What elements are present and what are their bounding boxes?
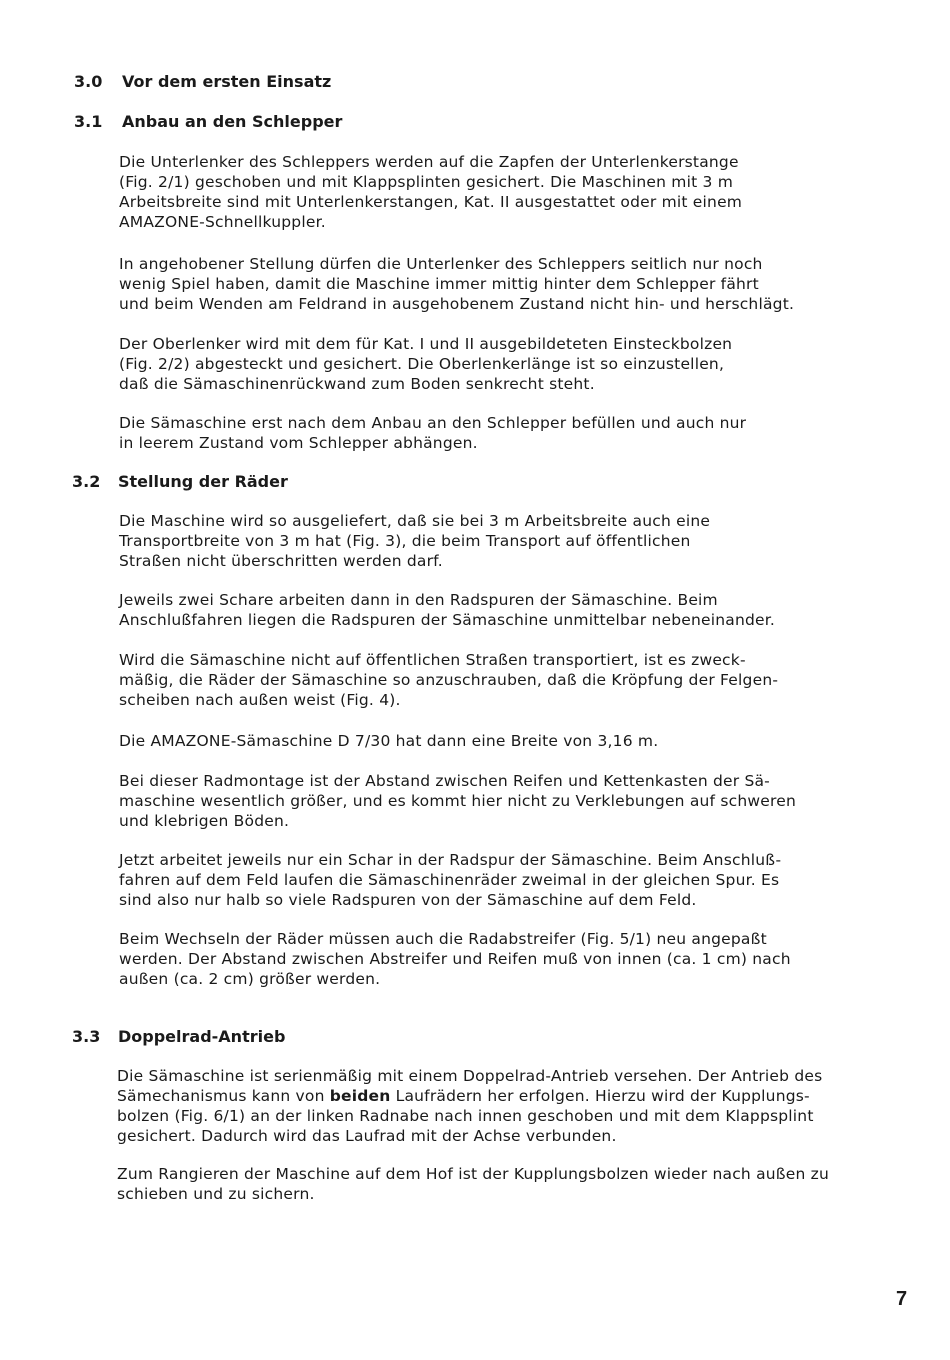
section-heading-3-1 [74, 112, 342, 131]
text-line: und klebrigen Böden. [119, 812, 290, 830]
text-line: mäßig, die Räder der Sämaschine so anzuschrauben, daß die Kröpfung der Felgen- [119, 671, 779, 689]
text-line [117, 1086, 947, 1106]
section-title: Doppelrad-Antrieb [118, 1027, 286, 1046]
text-line: schieben und zu sichern. [117, 1185, 315, 1203]
paragraph-3-3-1 [117, 1066, 947, 1146]
paragraph-3-1-2 [119, 254, 909, 314]
text-line: Die Maschine wird so ausgeliefert, daß sie bei 3 m Arbeitsbreite auch eine [119, 512, 711, 530]
paragraph-3-3-2 [117, 1164, 947, 1204]
text-line: fahren auf dem Feld laufen die Sämaschinenräder zweimal in der gleichen Spur. Es [119, 871, 780, 889]
text-line: maschine wesentlich größer, und es kommt hier nicht zu Verklebungen auf schweren [119, 792, 796, 810]
text-run: Laufrädern her erfolgen. Hierzu wird der Kupplungs- [390, 1087, 810, 1105]
text-line: In angehobener Stellung dürfen die Unterlenker des Schleppers seitlich nur noch [119, 255, 763, 273]
text-line: Der Oberlenker wird mit dem für Kat. I und II ausgebildeteten Einsteckbolzen [119, 335, 733, 353]
text-line: Zum Rangieren der Maschine auf dem Hof ist der Kupplungsbolzen wieder nach außen zu [117, 1165, 830, 1183]
paragraph-3-2-2 [119, 590, 909, 630]
text-line: Straßen nicht überschritten werden darf. [119, 552, 443, 570]
section-heading-3-0 [74, 72, 331, 91]
section-number: 3.2 [72, 472, 101, 491]
paragraph-3-2-4 [119, 731, 909, 751]
text-line: daß die Sämaschinenrückwand zum Boden senkrecht steht. [119, 375, 595, 393]
paragraph-3-1-1 [119, 152, 909, 232]
text-line: Wird die Sämaschine nicht auf öffentlichen Straßen transportiert, ist es zweck- [119, 651, 746, 669]
section-heading-3-3 [72, 1027, 285, 1046]
paragraph-3-2-7 [119, 929, 909, 989]
text-line: Bei dieser Radmontage ist der Abstand zwischen Reifen und Kettenkasten der Sä- [119, 772, 770, 790]
text-line: Arbeitsbreite sind mit Unterlenkerstangen, Kat. II ausgestattet oder mit einem [119, 193, 743, 211]
paragraph-3-2-5 [119, 771, 909, 831]
text-line: (Fig. 2/1) geschoben und mit Klappsplinten gesichert. Die Maschinen mit 3 m [119, 173, 733, 191]
text-line: außen (ca. 2 cm) größer werden. [119, 970, 381, 988]
page-number: 7 [896, 1288, 908, 1310]
emphasis-text: beiden [329, 1087, 391, 1105]
text-line: Die AMAZONE-Sämaschine D 7/30 hat dann eine Breite von 3,16 m. [119, 732, 659, 750]
paragraph-3-1-4 [119, 413, 909, 453]
text-line: Anschlußfahren liegen die Radspuren der Sämaschine unmittelbar nebeneinander. [119, 611, 776, 629]
text-line: gesichert. Dadurch wird das Laufrad mit der Achse verbunden. [117, 1127, 617, 1145]
section-number: 3.1 [74, 112, 103, 131]
paragraph-3-2-6 [119, 850, 909, 910]
text-line: Die Sämaschine ist serienmäßig mit einem Doppelrad-Antrieb versehen. Der Antrieb des [117, 1067, 823, 1085]
paragraph-3-1-3 [119, 334, 909, 394]
section-number: 3.3 [72, 1027, 101, 1046]
section-number: 3.0 [74, 72, 103, 91]
text-line: wenig Spiel haben, damit die Maschine immer mittig hinter dem Schlepper fährt [119, 275, 759, 293]
text-line: scheiben nach außen weist (Fig. 4). [119, 691, 401, 709]
text-line: Jetzt arbeitet jeweils nur ein Schar in der Radspur der Sämaschine. Beim Anschluß- [119, 851, 782, 869]
section-title: Anbau an den Schlepper [122, 112, 343, 131]
text-line: AMAZONE-Schnellkuppler. [119, 213, 326, 231]
text-line: Transportbreite von 3 m hat (Fig. 3), die beim Transport auf öffentlichen [119, 532, 691, 550]
section-heading-3-2 [72, 472, 288, 491]
text-line: und beim Wenden am Feldrand in ausgehobenem Zustand nicht hin- und herschlägt. [119, 295, 795, 313]
section-title: Stellung der Räder [118, 472, 288, 491]
text-run: Sämechanismus kann von [117, 1087, 330, 1105]
text-line: sind also nur halb so viele Radspuren von der Sämaschine auf dem Feld. [119, 891, 697, 909]
text-line: in leerem Zustand vom Schlepper abhängen. [119, 434, 478, 452]
text-line: bolzen (Fig. 6/1) an der linken Radnabe nach innen geschoben und mit dem Klappsplint [117, 1107, 814, 1125]
text-line: Die Unterlenker des Schleppers werden auf die Zapfen der Unterlenkerstange [119, 153, 739, 171]
section-title: Vor dem ersten Einsatz [122, 72, 332, 91]
paragraph-3-2-1 [119, 511, 909, 571]
text-line: Beim Wechseln der Räder müssen auch die Radabstreifer (Fig. 5/1) neu angepaßt [119, 930, 767, 948]
text-line: (Fig. 2/2) abgesteckt und gesichert. Die Oberlenkerlänge ist so einzustellen, [119, 355, 725, 373]
paragraph-3-2-3 [119, 650, 909, 710]
text-line: Die Sämaschine erst nach dem Anbau an den Schlepper befüllen und auch nur [119, 414, 747, 432]
text-line: werden. Der Abstand zwischen Abstreifer und Reifen muß von innen (ca. 1 cm) nach [119, 950, 791, 968]
text-line: Jeweils zwei Schare arbeiten dann in den Radspuren der Sämaschine. Beim [119, 591, 718, 609]
